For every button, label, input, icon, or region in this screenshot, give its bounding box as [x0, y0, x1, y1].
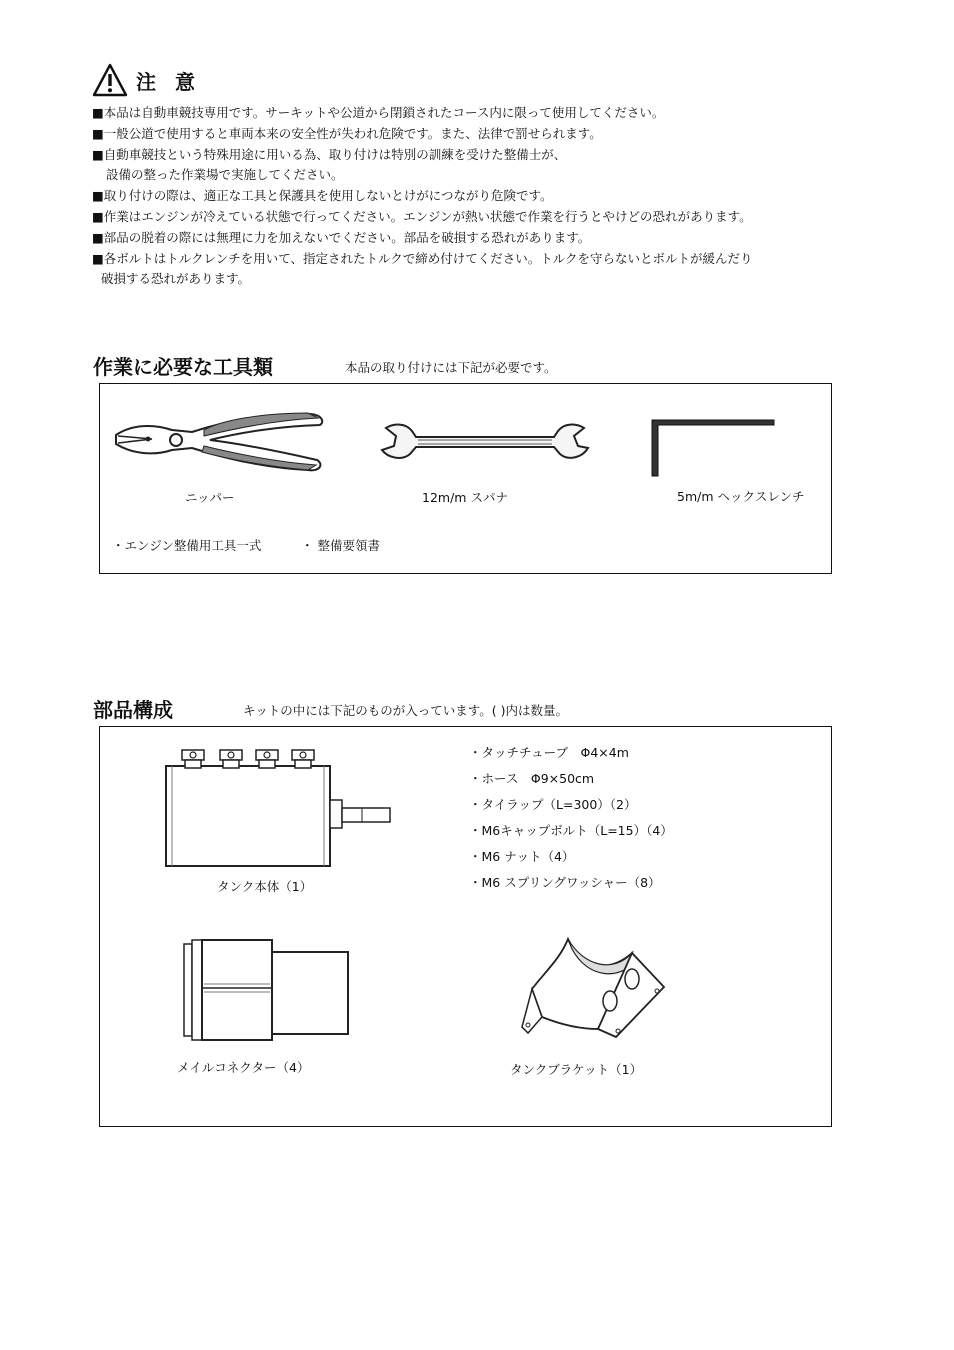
warning-title: 注 意 [136, 69, 201, 94]
parts-description: キットの中には下記のものが入っています。( )内は数量。 [243, 703, 568, 718]
warning-item: ■一般公道で使用すると車両本来の安全性が失われ危険です。また、法律で罰せられます。 [92, 125, 602, 141]
list-item: ・ホース Φ9×50cm [469, 771, 595, 786]
hex-wrench-caption: 5m/m ヘックスレンチ [677, 489, 805, 504]
warning-item: ■各ボルトはトルクレンチを用いて、指定されたトルクで締め付けてください。トルクを守らないとボルトが緩んだり 破損する恐れがあります。 [92, 250, 753, 287]
warning-header [92, 60, 201, 100]
spanner-caption: 12m/m スパナ [422, 490, 508, 505]
tank-bracket-icon [514, 933, 668, 1043]
tools-misc-manual: ・ 整備要領書 [301, 538, 380, 553]
warning-item: ■自動車競技という特殊用途に用いる為、取り付けは特別の訓練を受けた整備士が、 設備の整った作業場で実施してください。 [92, 146, 567, 183]
tank-body-icon [160, 744, 396, 870]
tools-title: 作業に必要な工具類 [93, 355, 273, 379]
warning-item: ■部品の脱着の際には無理に力を加えないでください。部品を破損する恐れがあります。 [92, 229, 591, 245]
list-item: ・M6キャップボルト（L=15）（4） [469, 823, 673, 838]
spanner-icon [378, 422, 592, 462]
list-item: ・M6 ナット（4） [469, 849, 575, 864]
warning-item: ■取り付けの際は、適正な工具と保護具を使用しないとけがにつながり危険です。 [92, 188, 553, 204]
male-connector-icon [180, 938, 352, 1042]
warning-item: ■作業はエンジンが冷えている状態で行ってください。エンジンが熱い状態で作業を行うとやけどの恐れがあります。 [92, 208, 752, 224]
warning-triangle-icon [92, 63, 128, 97]
parts-list [469, 740, 673, 896]
connector-caption: メイルコネクター（4） [177, 1060, 310, 1075]
hex-wrench-icon [648, 418, 778, 478]
list-item: ・M6 スプリングワッシャー（8） [469, 875, 661, 890]
list-item: ・タイラップ（L=300）（2） [469, 797, 637, 812]
nipper-icon [112, 408, 328, 474]
nipper-caption: ニッパー [185, 490, 235, 505]
tools-misc-engine: ・エンジン整備用工具一式 [112, 538, 262, 553]
warning-list [92, 103, 852, 290]
bracket-caption: タンクブラケット（1） [510, 1062, 643, 1077]
parts-title: 部品構成 [93, 698, 173, 722]
tools-description: 本品の取り付けには下記が必要です。 [345, 360, 557, 375]
list-item: ・タッチチューブ Φ4×4m [469, 745, 629, 760]
warning-item: ■本品は自動車競技専用です。サーキットや公道から閉鎖されたコース内に限って使用してください。 [92, 105, 665, 120]
tank-caption: タンク本体（1） [217, 879, 313, 894]
